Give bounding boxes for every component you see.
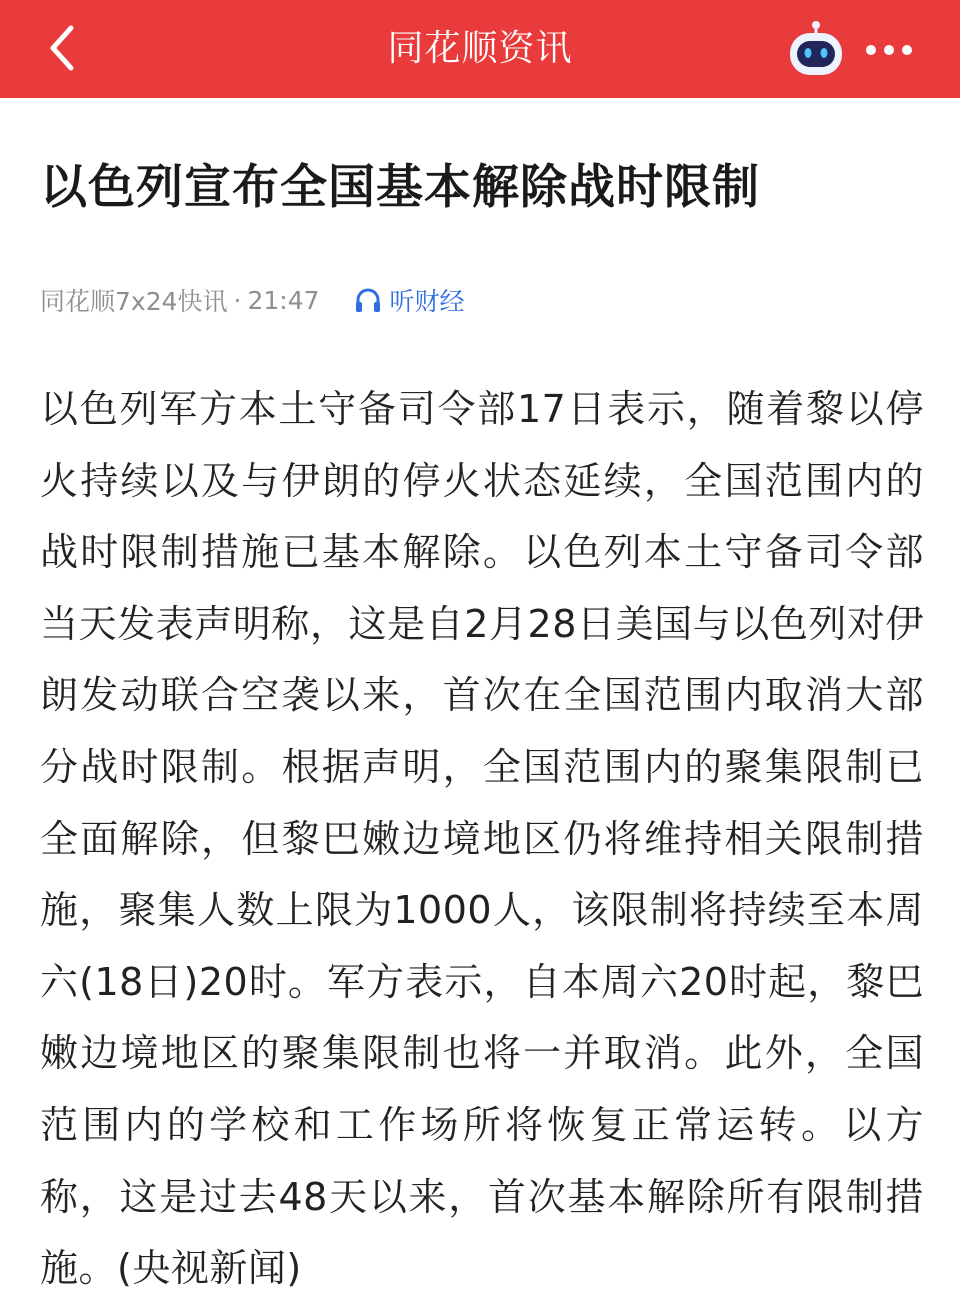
article-body: 以色列军方本土守备司令部17日表示，随着黎以停火持续以及与伊朗的停火状态延续，全国范围内的战时限制措施已基本解除。以色列本土守备司令部当天发表声明称，这是自2月28日美国与以色列对伊朗发动联合空袭以来，首次在全国范围内取消大部分战时限制。根据声明，全国范围内的聚集限制已全面解除，但黎巴嫩边境地区仍将维持相关限制措施，聚集人数上限为1000人，该限制将持续至本周六(18日)20时。军方表示，自本周六20时起，黎巴嫩边境地区的聚集限制也将一并取消。此外，全国范围内的学校和工作场所将恢复正常运转。以方称，这是过去48天以来，首次基本解除所有限制措施。(央视新闻): [40, 387, 924, 1291]
header-title: 同花顺资讯: [387, 28, 573, 69]
top-nav-bar: [0, 0, 960, 98]
more-button[interactable]: [858, 28, 920, 72]
listen-finance-button[interactable]: [354, 282, 465, 318]
article-source: 同花顺7x24快讯: [40, 287, 228, 316]
more-dots-icon: [858, 28, 920, 72]
robot-assistant-button[interactable]: [784, 20, 848, 80]
article-time: 21:47: [247, 285, 320, 315]
robot-assistant-icon: [784, 20, 848, 80]
meta-separator: ·: [233, 285, 242, 315]
article-meta: [40, 280, 465, 320]
article-title: 以色列宣布全国基本解除战时限制: [40, 160, 760, 215]
listen-finance-label: 听财经: [389, 287, 465, 316]
headphones-icon: [354, 286, 382, 314]
